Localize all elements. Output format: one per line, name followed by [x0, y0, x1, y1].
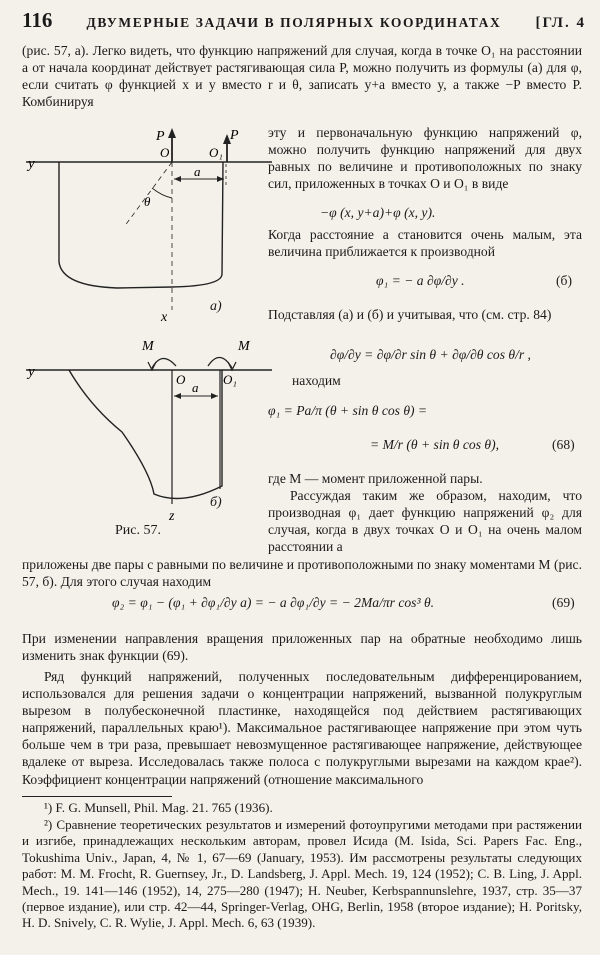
- equation-68-line-2: = M/r (θ + sin θ cos θ),: [370, 437, 499, 452]
- equation-69: φ₂ = φ₁ − (φ₁ + ∂φ₁/∂y a) = − a ∂φ₁/∂y = − 2Ma/πr cos³ θ.: [112, 595, 435, 610]
- figure-57a: [22, 124, 272, 324]
- equation-phi-sum: −φ (x, y+a)+φ (x, y).: [320, 205, 436, 220]
- equation-69-number: (69): [552, 595, 575, 610]
- distance-a-label: a: [194, 164, 201, 179]
- paragraph-stress-functions: Ряд функций напряжений, полученных последовательным дифференцированием, использовался для решения задачи о концентрации напряжений, вызванной полукруглым вырезом в полубесконечной пластинке, находящейся под действием растягивающих напряжений, параллельных краю¹). Максимальное растягивающее напряжение при этом чуть больше чем в три раза, превышает невозмущенное растягивающее напряжение, действующее вдалеке от выреза. Исследовалась также полоса с полукруглыми вырезами на каждом крае²). Коэффициент концентрации напряжений (отношение максимального: [22, 669, 582, 787]
- x-axis-label: x: [161, 310, 168, 324]
- figure-57a-label: а): [210, 299, 222, 314]
- figure-57b-label: б): [210, 495, 222, 510]
- side-paragraph-4: где M — момент приложенной пары.: [268, 471, 483, 486]
- moment-arrowhead-2: [228, 362, 236, 370]
- body-outline: [69, 370, 222, 499]
- z-axis-label: z: [169, 509, 175, 524]
- equation-derivative: ∂φ/∂y = ∂φ/∂r sin θ + ∂φ/∂θ cos θ/r ,: [330, 347, 531, 362]
- side-paragraph-5: Рассуждая таким же образом, находим, что производная φ₁ дает функцию напряжений φ₂ для случая, когда в двух точках O и O₁ на очень малом расстоянии a: [268, 488, 582, 555]
- theta-label: θ: [144, 194, 151, 209]
- force-label-1: P: [156, 129, 165, 144]
- equation-b: φ₁ = − a ∂φ/∂y .: [376, 273, 465, 288]
- page-header: [22, 8, 586, 36]
- footnote-divider: [22, 796, 172, 797]
- o1-label: O₁: [209, 145, 223, 160]
- moment-label-2: M: [238, 339, 250, 354]
- equation-b-number: (б): [556, 273, 572, 288]
- y-axis-label: y: [28, 364, 35, 380]
- chapter-marker: [ГЛ. 4: [535, 15, 586, 31]
- force-label-2: P: [230, 128, 239, 143]
- footnote-2: ²) Сравнение теоретических результатов и измерений фотоупругими методами при растяжении и изгибе, принадлежащих нескольким авторам, провел Исида (M. Isida, Sci. Papers Fac. Eng., Tokushima Univ., Japan, 4, № 1, 67—69 (January, 1953). Им рассмотрены результаты следующих работ: M. M. Frocht, R. Guernsey, Jr., D. Landsberg, J. Appl. Mech. 19, 124 (1952); C. B. Ling, J. Appl. Mech., 19. 141—146 (1952), 14, 275—280 (1947); H. Neuber, Kerbspannunslehre, 1937, стр. 35—37 (первое издание), или стр. 42—44, Springer-Verlag, OHG, Berlin, 1958 (второе издание); H. Poritsky, H. D. Snively, C. R. Wylie, J. Appl. Mech. 6, 63 (1939).: [22, 817, 582, 931]
- force-arrowhead-1: [168, 128, 176, 138]
- equation-68-line-1: φ₁ = Pa/π (θ + sin θ cos θ) =: [268, 403, 428, 418]
- intro-paragraph: (рис. 57, a). Легко видеть, что функцию напряжений для случая, когда в точке O₁ на расстоянии a от начала координат действует растягивающая сила P, можно получить из формулы (а) для φ, если считать φ функцией x и y вместо r и θ, записать y+a вместо y, а также −P вместо P. Комбинируя: [22, 43, 582, 110]
- o1-label: O₁: [223, 372, 237, 387]
- figure-57b: [22, 334, 272, 524]
- moment-arrowhead-1: [148, 362, 156, 370]
- side-paragraph-1: эту и первоначальную функцию напряжений φ, можно получить функцию напряжений для двух равных по величине и противоположных по знаку сил, приложенных в точках O и O₁ в виде: [268, 125, 582, 192]
- page-number: 116: [22, 8, 53, 32]
- dimension-arrowhead-right: [211, 393, 218, 399]
- y-axis-label: y: [28, 156, 35, 172]
- dimension-arrowhead-left: [174, 393, 181, 399]
- full-paragraph-1: приложены две пары с равными по величине и противоположными по знаку моментами M (рис. 57, б). Для этого случая находим: [22, 557, 582, 590]
- theta-arc: [152, 188, 172, 198]
- dimension-arrowhead-left: [174, 176, 181, 182]
- origin-label: O: [160, 145, 170, 160]
- body-outline: [59, 162, 223, 288]
- running-title: ДВУМЕРНЫЕ ЗАДАЧИ В ПОЛЯРНЫХ КООРДИНАТАХ: [86, 15, 502, 30]
- distance-a-label: a: [192, 380, 199, 395]
- paragraph-sign-change: При изменении направления вращения приложенных пар на обратные необходимо лишь изменить знак функции (69).: [22, 631, 582, 664]
- side-paragraph-3: Подставляя (а) и (б) и учитывая, что (см. стр. 84): [268, 307, 552, 322]
- origin-label: O: [176, 372, 186, 387]
- findings-word: находим: [292, 373, 341, 388]
- footnote-1: ¹) F. G. Munsell, Phil. Mag. 21. 765 (1936).: [44, 800, 273, 815]
- figure-caption: Рис. 57.: [115, 523, 161, 538]
- moment-label-1: M: [142, 339, 154, 354]
- equation-68-number: (68): [552, 437, 575, 452]
- side-paragraph-2: Когда расстояние a становится очень малым, эта величина приближается к производной: [268, 227, 582, 260]
